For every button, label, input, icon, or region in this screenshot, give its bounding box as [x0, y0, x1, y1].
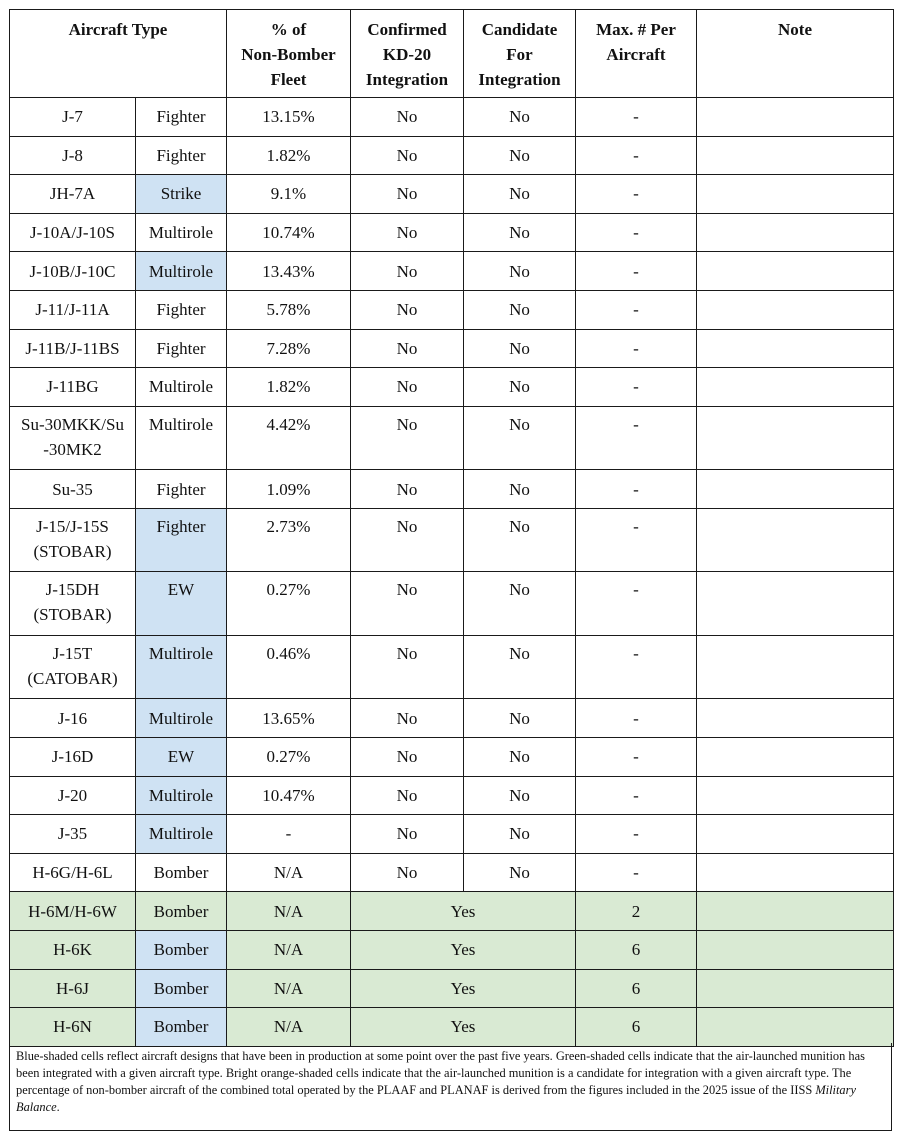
note-cell: [697, 406, 894, 470]
candidate-integration-cell: No: [464, 98, 576, 137]
max-per-aircraft-cell: -: [576, 290, 697, 329]
header-line: Fleet: [270, 70, 307, 89]
aircraft-name-cell: [10, 635, 136, 699]
candidate-integration-cell: No: [464, 406, 576, 470]
aircraft-name-cell: J-16D: [10, 737, 136, 776]
fleet-percent-cell: 13.65%: [227, 699, 351, 738]
aircraft-name-cell: [10, 508, 136, 572]
fleet-percent-cell: N/A: [227, 1008, 351, 1047]
table-row: [10, 213, 894, 252]
max-per-aircraft-cell: -: [576, 635, 697, 699]
fleet-percent-cell: 13.43%: [227, 252, 351, 291]
fleet-percent-cell: 4.42%: [227, 406, 351, 470]
note-cell: [697, 635, 894, 699]
aircraft-role-cell: Multirole: [136, 699, 227, 738]
aircraft-name-line: -30MK2: [43, 439, 102, 459]
candidate-integration-cell: No: [464, 635, 576, 699]
fleet-percent-cell: 10.47%: [227, 776, 351, 815]
fleet-percent-cell: 1.82%: [227, 368, 351, 407]
header-line: Confirmed: [367, 20, 447, 39]
note-cell: [697, 252, 894, 291]
confirmed-integration-cell: No: [351, 572, 464, 636]
aircraft-name-cell: J-8: [10, 136, 136, 175]
note-cell: [697, 175, 894, 214]
confirmed-integration-cell: No: [351, 136, 464, 175]
table-row: [10, 815, 894, 854]
aircraft-name-cell: H-6M/H-6W: [10, 892, 136, 931]
max-per-aircraft-cell: -: [576, 406, 697, 470]
note-cell: [697, 213, 894, 252]
table-row: [10, 98, 894, 137]
table-row: [10, 290, 894, 329]
candidate-integration-cell: No: [464, 290, 576, 329]
aircraft-name-line: (STOBAR): [33, 605, 112, 625]
aircraft-name-line: (STOBAR): [33, 541, 112, 561]
aircraft-role-cell: Multirole: [136, 213, 227, 252]
header-line: Integration: [365, 70, 449, 89]
table-row: [10, 635, 894, 699]
fleet-percent-cell: N/A: [227, 892, 351, 931]
aircraft-name-cell: [10, 572, 136, 636]
fleet-percent-cell: 1.82%: [227, 136, 351, 175]
fleet-percent-cell: 7.28%: [227, 329, 351, 368]
footnote-italic-title: Military Balance: [16, 1083, 856, 1114]
note-cell: [697, 572, 894, 636]
confirmed-integration-cell: No: [351, 98, 464, 137]
max-per-aircraft-cell: -: [576, 572, 697, 636]
confirmed-integration-cell: No: [351, 329, 464, 368]
aircraft-role-cell: Multirole: [136, 368, 227, 407]
max-per-aircraft-cell: 2: [576, 892, 697, 931]
table-row-integrated: [10, 892, 894, 931]
aircraft-name-line: J-15/J-15S: [36, 516, 109, 536]
confirmed-integration-cell: No: [351, 252, 464, 291]
header-max-per-aircraft: [576, 10, 697, 98]
aircraft-role-cell: Fighter: [136, 136, 227, 175]
fleet-percent-cell: 9.1%: [227, 175, 351, 214]
aircraft-name-line: (CATOBAR): [27, 668, 118, 688]
candidate-integration-cell: No: [464, 175, 576, 214]
header-line: Aircraft: [606, 45, 666, 64]
aircraft-role-cell: Fighter: [136, 98, 227, 137]
fleet-percent-cell: 5.78%: [227, 290, 351, 329]
aircraft-role-cell: Multirole: [136, 815, 227, 854]
aircraft-integration-table: [9, 9, 894, 1047]
candidate-integration-cell: No: [464, 136, 576, 175]
aircraft-name-line: J-15DH: [45, 580, 100, 600]
note-cell: [697, 368, 894, 407]
note-cell: [697, 508, 894, 572]
table-row: [10, 252, 894, 291]
confirmed-integration-cell: No: [351, 470, 464, 509]
table-row: [10, 406, 894, 470]
confirmed-integration-cell: No: [351, 737, 464, 776]
header-aircraft-type: Aircraft Type: [10, 10, 227, 98]
confirmed-integration-cell: No: [351, 175, 464, 214]
note-cell: [697, 98, 894, 137]
table-row: [10, 175, 894, 214]
table-body: [10, 98, 894, 1047]
aircraft-name-line: J-15T: [52, 643, 93, 663]
max-per-aircraft-cell: -: [576, 699, 697, 738]
table-row: [10, 368, 894, 407]
max-per-aircraft-cell: -: [576, 175, 697, 214]
confirmed-integration-cell: No: [351, 290, 464, 329]
table-row: [10, 508, 894, 572]
integration-status-cell: Yes: [351, 1008, 576, 1047]
candidate-integration-cell: No: [464, 776, 576, 815]
aircraft-role-cell: Strike: [136, 175, 227, 214]
fleet-percent-cell: 0.27%: [227, 572, 351, 636]
header-line: Non-Bomber: [241, 45, 336, 64]
aircraft-name-cell: [10, 406, 136, 470]
max-per-aircraft-cell: 6: [576, 1008, 697, 1047]
header-note: Note: [697, 10, 894, 98]
candidate-integration-cell: No: [464, 699, 576, 738]
fleet-percent-cell: -: [227, 815, 351, 854]
header-line: KD-20: [382, 45, 432, 64]
table-row: [10, 776, 894, 815]
aircraft-role-cell: Multirole: [136, 776, 227, 815]
aircraft-role-cell: Multirole: [136, 252, 227, 291]
candidate-integration-cell: No: [464, 213, 576, 252]
candidate-integration-cell: No: [464, 368, 576, 407]
aircraft-role-cell: EW: [136, 737, 227, 776]
candidate-integration-cell: No: [464, 329, 576, 368]
note-cell: [697, 776, 894, 815]
note-cell: [697, 853, 894, 892]
confirmed-integration-cell: No: [351, 776, 464, 815]
note-cell: [697, 699, 894, 738]
aircraft-role-cell: Bomber: [136, 930, 227, 969]
note-cell: [697, 930, 894, 969]
aircraft-name-cell: J-20: [10, 776, 136, 815]
header-line: For: [506, 45, 533, 64]
fleet-percent-cell: 0.46%: [227, 635, 351, 699]
table-row-integrated: [10, 930, 894, 969]
candidate-integration-cell: No: [464, 508, 576, 572]
confirmed-integration-cell: No: [351, 853, 464, 892]
aircraft-name-cell: H-6K: [10, 930, 136, 969]
table-row-integrated: [10, 1008, 894, 1047]
candidate-integration-cell: No: [464, 572, 576, 636]
max-per-aircraft-cell: -: [576, 776, 697, 815]
note-cell: [697, 470, 894, 509]
confirmed-integration-cell: No: [351, 368, 464, 407]
fleet-percent-cell: N/A: [227, 930, 351, 969]
note-cell: [697, 969, 894, 1008]
max-per-aircraft-cell: -: [576, 508, 697, 572]
aircraft-name-line: Su-30MKK/Su: [21, 414, 124, 434]
integration-status-cell: Yes: [351, 930, 576, 969]
fleet-percent-cell: N/A: [227, 969, 351, 1008]
aircraft-name-cell: J-10A/J-10S: [10, 213, 136, 252]
aircraft-name-cell: H-6G/H-6L: [10, 853, 136, 892]
confirmed-integration-cell: No: [351, 635, 464, 699]
header-row: [10, 10, 894, 98]
note-cell: [697, 1008, 894, 1047]
note-cell: [697, 329, 894, 368]
confirmed-integration-cell: No: [351, 815, 464, 854]
max-per-aircraft-cell: -: [576, 853, 697, 892]
max-per-aircraft-cell: 6: [576, 969, 697, 1008]
table-row: [10, 699, 894, 738]
table-row: [10, 136, 894, 175]
max-per-aircraft-cell: -: [576, 252, 697, 291]
note-cell: [697, 737, 894, 776]
header-percent-non-bomber-fleet: [227, 10, 351, 98]
aircraft-role-cell: Bomber: [136, 969, 227, 1008]
aircraft-role-cell: Fighter: [136, 508, 227, 572]
header-candidate-integration: [464, 10, 576, 98]
fleet-percent-cell: 2.73%: [227, 508, 351, 572]
header-line: Candidate: [481, 20, 558, 39]
table-row: [10, 572, 894, 636]
aircraft-name-cell: J-11B/J-11BS: [10, 329, 136, 368]
header-line: Integration: [478, 70, 561, 89]
confirmed-integration-cell: No: [351, 508, 464, 572]
candidate-integration-cell: No: [464, 815, 576, 854]
table-row: [10, 470, 894, 509]
candidate-integration-cell: No: [464, 737, 576, 776]
aircraft-role-cell: EW: [136, 572, 227, 636]
aircraft-role-cell: Multirole: [136, 406, 227, 470]
integration-status-cell: Yes: [351, 892, 576, 931]
aircraft-name-cell: Su-35: [10, 470, 136, 509]
max-per-aircraft-cell: -: [576, 737, 697, 776]
aircraft-name-cell: J-35: [10, 815, 136, 854]
aircraft-name-cell: JH-7A: [10, 175, 136, 214]
aircraft-role-cell: Fighter: [136, 290, 227, 329]
note-cell: [697, 815, 894, 854]
note-cell: [697, 136, 894, 175]
aircraft-name-cell: H-6N: [10, 1008, 136, 1047]
max-per-aircraft-cell: -: [576, 815, 697, 854]
aircraft-name-cell: J-7: [10, 98, 136, 137]
note-cell: [697, 290, 894, 329]
max-per-aircraft-cell: -: [576, 213, 697, 252]
header-confirmed-integration: [351, 10, 464, 98]
fleet-percent-cell: 10.74%: [227, 213, 351, 252]
table-footnote: [9, 1043, 892, 1131]
max-per-aircraft-cell: -: [576, 470, 697, 509]
candidate-integration-cell: No: [464, 252, 576, 291]
fleet-percent-cell: 1.09%: [227, 470, 351, 509]
header-line: Max. # Per: [596, 20, 676, 39]
header-line: % of: [270, 20, 307, 39]
confirmed-integration-cell: No: [351, 213, 464, 252]
aircraft-name-cell: J-16: [10, 699, 136, 738]
integration-status-cell: Yes: [351, 969, 576, 1008]
footnote-text: Blue-shaded cells reflect aircraft designs that have been in production at some point over the past five years. Green-shaded cells indicate that the air-launched munition has been integrated with a given aircraft type. Bright orange-shaded cells indicate that the air-launched munition is a candidate for integration with a given aircraft type. The percentage of non-bomber aircraft of the combined total operated by the PLAAF and PLANAF is derived from the figures included in the 2025 issue of the IISS: [16, 1049, 865, 1097]
max-per-aircraft-cell: -: [576, 368, 697, 407]
table-row-integrated: [10, 969, 894, 1008]
candidate-integration-cell: No: [464, 853, 576, 892]
aircraft-role-cell: Bomber: [136, 1008, 227, 1047]
confirmed-integration-cell: No: [351, 406, 464, 470]
max-per-aircraft-cell: -: [576, 98, 697, 137]
aircraft-role-cell: Multirole: [136, 635, 227, 699]
max-per-aircraft-cell: -: [576, 136, 697, 175]
fleet-percent-cell: 0.27%: [227, 737, 351, 776]
candidate-integration-cell: No: [464, 470, 576, 509]
aircraft-name-cell: J-11/J-11A: [10, 290, 136, 329]
aircraft-role-cell: Bomber: [136, 892, 227, 931]
note-cell: [697, 892, 894, 931]
table-row: [10, 853, 894, 892]
aircraft-name-cell: J-11BG: [10, 368, 136, 407]
confirmed-integration-cell: No: [351, 699, 464, 738]
fleet-percent-cell: 13.15%: [227, 98, 351, 137]
max-per-aircraft-cell: -: [576, 329, 697, 368]
table-row: [10, 329, 894, 368]
aircraft-role-cell: Bomber: [136, 853, 227, 892]
aircraft-name-cell: J-10B/J-10C: [10, 252, 136, 291]
fleet-percent-cell: N/A: [227, 853, 351, 892]
aircraft-name-cell: H-6J: [10, 969, 136, 1008]
aircraft-role-cell: Fighter: [136, 470, 227, 509]
aircraft-role-cell: Fighter: [136, 329, 227, 368]
max-per-aircraft-cell: 6: [576, 930, 697, 969]
table-row: [10, 737, 894, 776]
footnote-end: .: [56, 1100, 60, 1114]
